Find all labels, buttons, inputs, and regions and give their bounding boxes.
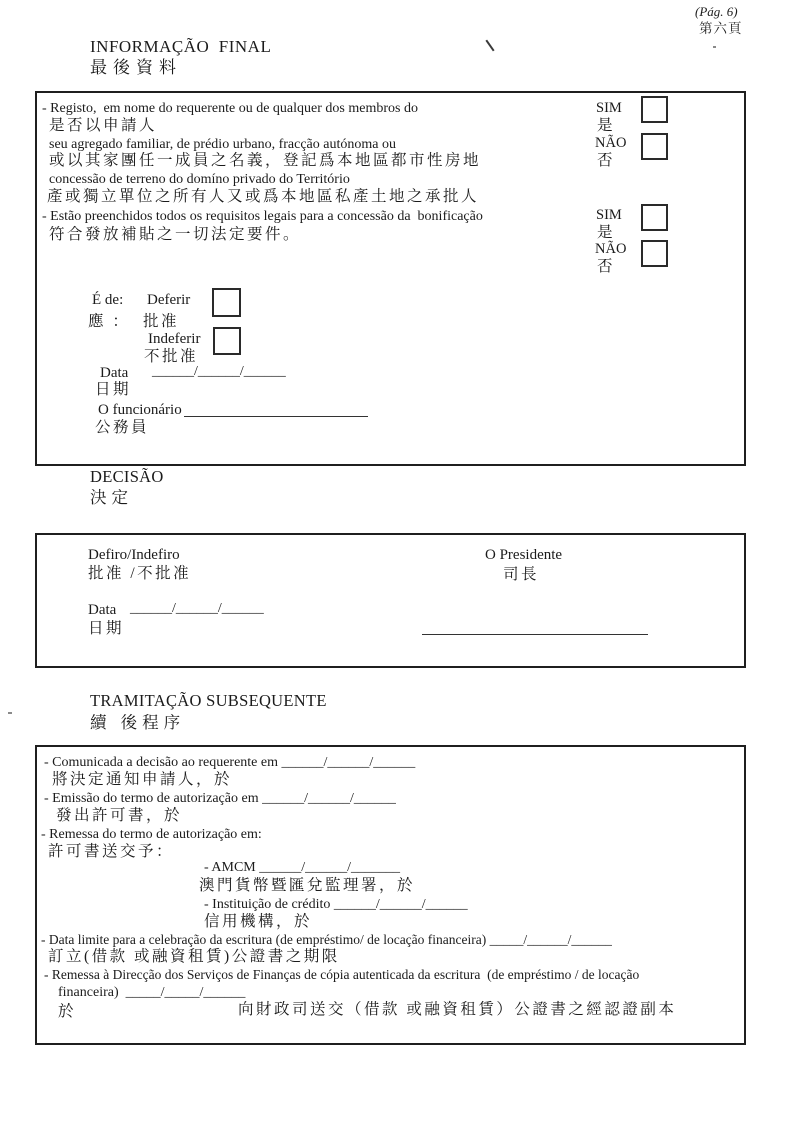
scan-noise-dot (713, 46, 716, 48)
tramitacao-title-zh: 續 後程序 (90, 713, 186, 732)
page-number-pt: (Pág. 6) (695, 4, 738, 19)
emissao-line-pt: - Emissão do termo de autorização em ______/______/______ (44, 791, 396, 806)
decisao-title-zh: 決定 (90, 488, 133, 507)
date-blank-info: ______/______/______ (152, 364, 286, 379)
sim-label-zh-1: 是 (597, 117, 616, 134)
indeferir-label-zh: 不批准 (144, 348, 199, 365)
checkbox-nao-requisitos[interactable] (641, 240, 668, 267)
funcionario-label: O funcionário (98, 402, 182, 418)
remessa-financas-line-pt1: - Remessa à Direcção dos Serviços de Finanças de cópia autenticada da escritura (de empréstimo / de locação (44, 967, 640, 982)
deferir-label-zh: 批准 (143, 313, 180, 330)
question-requisitos-zh: 符合發放補貼之一切法定要件。 (49, 226, 302, 243)
question-requisitos-pt: - Estão preenchidos todos os requisitos legais para a concessão da bonificação (42, 209, 483, 224)
e-de-label-pt: É de: (92, 292, 124, 308)
question-registo-pt1: - Registo, em nome do requerente ou de qualquer dos membros do (42, 101, 418, 116)
funcionario-signature-line (184, 416, 368, 417)
comunicada-line-pt: - Comunicada a decisão ao requerente em ______/______/______ (44, 755, 416, 770)
checkbox-deferir[interactable] (212, 288, 241, 317)
data-label-zh-decisao: 日期 (88, 620, 125, 637)
amcm-line-pt: - AMCM ______/______/_______ (204, 860, 401, 875)
sim-label-zh-2: 是 (597, 224, 616, 241)
question-registo-zh1: 是否以申請人 (49, 117, 158, 134)
defiro-label-pt: Defiro/Indefiro (88, 547, 180, 563)
emissao-line-zh: 發出許可書，於 (56, 807, 183, 824)
nao-label-2: NÃO (595, 241, 627, 257)
nao-label-1: NÃO (595, 135, 627, 151)
deferir-label: Deferir (147, 292, 191, 308)
scan-noise-dot (8, 712, 12, 714)
nao-label-zh-1: 否 (597, 152, 616, 169)
funcionario-label-zh: 公務員 (95, 419, 150, 436)
sim-label-1: SIM (596, 100, 622, 116)
data-label-zh-info: 日期 (95, 381, 132, 398)
credito-line-zh: 信用機構，於 (204, 913, 313, 930)
presidente-label-zh: 司長 (503, 566, 540, 583)
remessa-line-pt: - Remessa do termo de autorização em: (41, 827, 262, 842)
credito-line-pt: - Instituição de crédito ______/______/______ (204, 897, 468, 912)
remessa-financas-zh-prefix: 於 (58, 1003, 77, 1020)
e-de-label-zh: 應 ： (88, 313, 131, 330)
presidente-label-pt: O Presidente (485, 547, 563, 563)
comunicada-line-zh: 將決定通知申請人，於 (52, 771, 233, 788)
remessa-financas-line-zh: 向財政司送交（借款 或融資租賃）公證書之經認證副本 (238, 1001, 677, 1018)
indeferir-label: Indeferir (148, 331, 201, 347)
tramitacao-title-pt: TRAMITAÇÃO SUBSEQUENTE (90, 691, 327, 710)
question-registo-zh2: 或以其家團任一成員之名義，登記爲本地區都市性房地 (49, 152, 482, 169)
data-limite-line-pt: - Data limite para a celebração da escritura (de empréstimo/ de locação financeira) _____/______/______ (41, 932, 612, 947)
data-limite-line-zh: 訂立(借款 或融資租賃)公證書之期限 (48, 948, 340, 965)
checkbox-indeferir[interactable] (213, 327, 241, 355)
data-label-decisao: Data (88, 602, 117, 618)
checkbox-sim-requisitos[interactable] (641, 204, 668, 231)
scan-stray-mark (485, 40, 494, 52)
amcm-line-zh: 澳門貨幣暨匯兌監理署，於 (199, 877, 416, 894)
remessa-line-zh: 許可書送交予： (48, 843, 175, 860)
nao-label-zh-2: 否 (597, 258, 616, 275)
question-registo-zh3: 產或獨立單位之所有人又或爲本地區私產土地之承批人 (47, 188, 480, 205)
document-title-pt: INFORMAÇÃO FINAL (90, 37, 272, 56)
question-registo-pt3: concessão de terreno do domíno privado do Território (49, 172, 350, 187)
date-blank-decisao: ______/______/______ (130, 601, 264, 616)
data-label-info: Data (100, 365, 129, 381)
page-number-zh: 第六頁 (699, 21, 743, 36)
remessa-financas-line-pt2: financeira) _____/_____/______ (58, 985, 246, 1000)
presidente-signature-line (422, 634, 648, 635)
sim-label-2: SIM (596, 207, 622, 223)
question-registo-pt2: seu agregado familiar, de prédio urbano, fracção autónoma ou (49, 137, 396, 152)
checkbox-nao-registo[interactable] (641, 133, 668, 160)
defiro-label-zh: 批准 /不批准 (88, 565, 192, 582)
document-title-zh: 最後資料 (90, 58, 182, 77)
decisao-title-pt: DECISÃO (90, 467, 164, 486)
checkbox-sim-registo[interactable] (641, 96, 668, 123)
